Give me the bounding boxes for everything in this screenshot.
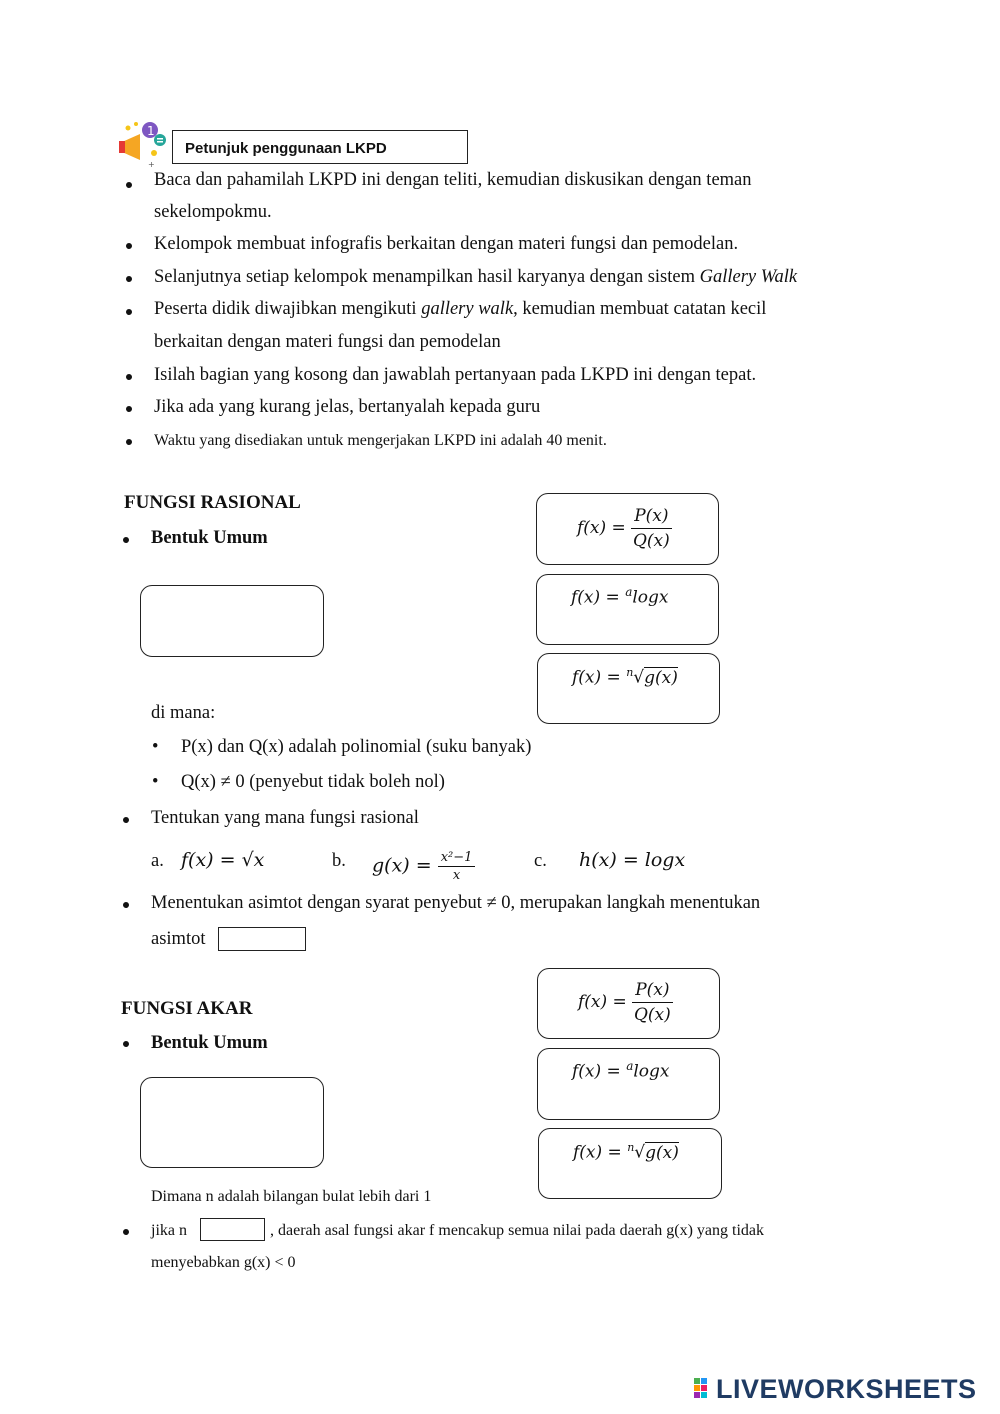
bullet-dot [123,902,129,908]
bullet-glyph: • [152,772,159,792]
bullet-dot [126,243,132,249]
fraction-numerator: P(x) [631,504,671,529]
liveworksheets-logo: LIVEWORKSHEETS [716,1374,977,1404]
bullet-dot [126,276,132,282]
choice-rational-1[interactable] [536,493,719,565]
section1-asimtot-line1: Menentukan asimtot dengan syarat penyebut ≠ 0, merupakan langkah menentukan [151,893,761,913]
section2-title: FUNGSI AKAR [121,998,253,1019]
option-b-lhs: g(x) = [372,854,432,877]
fraction-numerator: P(x) [632,978,672,1003]
root-formula [573,1141,679,1163]
log-base: a [625,585,633,599]
section1-bentuk-umum: Bentuk Umum [151,528,268,548]
section2-condition-prefix: jika n [151,1222,187,1239]
choice-rational-2[interactable] [537,968,720,1039]
section1-drop-box[interactable] [140,585,324,657]
fraction [631,504,671,553]
instruction-3 [154,267,797,288]
option-a-expr[interactable]: f(x) = √x [181,849,265,871]
log-formula [572,1059,670,1082]
bullet-dot [123,1041,129,1047]
root-index: n [627,1141,635,1154]
instruction-4 [154,299,766,320]
header-title: Petunjuk penggunaan LKPD [172,130,468,164]
instruction-2: Kelompok membuat infografis berkaitan dengan materi fungsi dan pemodelan. [154,234,739,254]
bullet-dot [126,374,132,380]
instruction-3-text: Selanjutnya setiap kelompok menampilkan hasil karyanya dengan sistem [154,267,700,287]
bullet-glyph: • [152,737,159,757]
formula-lhs: f(x) = [572,1061,621,1082]
section2-condition-suffix: , daerah asal fungsi akar f mencakup semua nilai pada daerah g(x) yang tidak [270,1222,765,1239]
section1-note-2: Q(x) ≠ 0 (penyebut tidak boleh nol) [181,772,445,792]
instruction-5: Isilah bagian yang kosong dan jawablah pertanyaan pada LKPD ini dengan tepat. [154,365,757,385]
condition-answer-box[interactable] [200,1218,265,1241]
option-b-expr[interactable] [372,849,475,884]
section1-note-1: P(x) dan Q(x) adalah polinomial (suku banyak) [181,737,532,757]
formula-lhs: f(x) = [572,667,621,688]
formula-lhs: f(x) = [578,992,627,1012]
liveworksheets-logo-icon [694,1378,716,1402]
instruction-4-text: Peserta didik diwajibkan mengikuti [154,299,422,319]
radical-icon: √ [634,1142,646,1163]
choice-root-2[interactable] [538,1128,722,1199]
asimtot-answer-box[interactable] [218,927,306,951]
fraction [632,978,672,1027]
log-rest: logx [633,1061,670,1082]
option-c-expr[interactable]: h(x) = logx [579,849,686,871]
formula-lhs: f(x) = [573,1142,622,1163]
rational-formula [578,978,673,1027]
svg-text:+: + [148,160,155,169]
instruction-4-italic: gallery walk [421,299,514,319]
section2-dimana: Dimana n adalah bilangan bulat lebih dari 1 [151,1188,432,1205]
svg-text:1: 1 [147,124,155,138]
bullet-dot [123,817,129,823]
root-formula [572,666,678,688]
section2-drop-box[interactable] [140,1077,324,1168]
bullet-dot [126,309,132,315]
instruction-4-text-end: , kemudian membuat catatan kecil [513,299,767,319]
section1-question: Tentukan yang mana fungsi rasional [151,808,419,828]
formula-lhs: f(x) = [571,587,620,608]
option-b-label: b. [332,851,346,871]
log-rest: logx [632,587,669,608]
option-b-fraction [438,849,476,884]
log-base: a [626,1059,634,1073]
radical-icon: √ [633,667,645,688]
bullet-dot [126,406,132,412]
section1-title: FUNGSI RASIONAL [124,492,301,513]
choice-log-1[interactable] [536,574,719,645]
root-radicand: g(x) [645,1142,679,1163]
root-radicand: g(x) [644,667,678,688]
instruction-1: Baca dan pahamilah LKPD ini dengan teliti, kemudian diskusikan dengan teman [154,170,752,190]
rational-formula [577,504,672,553]
section2-condition-line2: menyebabkan g(x) < 0 [151,1254,296,1271]
fraction-denominator: Q(x) [632,531,670,551]
log-formula [571,585,669,608]
instruction-6: Jika ada yang kurang jelas, bertanyalah kepada guru [154,397,541,417]
bullet-dot [126,439,132,445]
bullet-dot [123,1229,129,1235]
fraction-denominator: Q(x) [633,1005,671,1025]
section1-asimtot-line2: asimtot [151,929,206,949]
choice-log-2[interactable] [537,1048,720,1120]
bullet-dot [126,182,132,188]
option-c-label: c. [534,851,547,871]
section2-bentuk-umum: Bentuk Umum [151,1033,268,1053]
instruction-3-italic: Gallery Walk [699,267,798,287]
section1-dimana: di mana: [151,703,216,723]
option-b-denominator: x [452,868,461,883]
formula-lhs: f(x) = [577,518,626,538]
megaphone-icon [118,120,174,170]
instruction-4-cont: berkaitan dengan materi fungsi dan pemodelan [154,332,501,352]
instruction-7: Waktu yang disediakan untuk mengerjakan LKPD ini adalah 40 menit. [154,432,607,449]
option-a-label: a. [151,851,164,871]
root-index: n [626,666,634,679]
bullet-dot [123,537,129,543]
choice-root-1[interactable] [537,653,720,724]
option-b-numerator: x²−1 [438,849,476,867]
instruction-1-cont: sekelompokmu. [154,202,272,222]
